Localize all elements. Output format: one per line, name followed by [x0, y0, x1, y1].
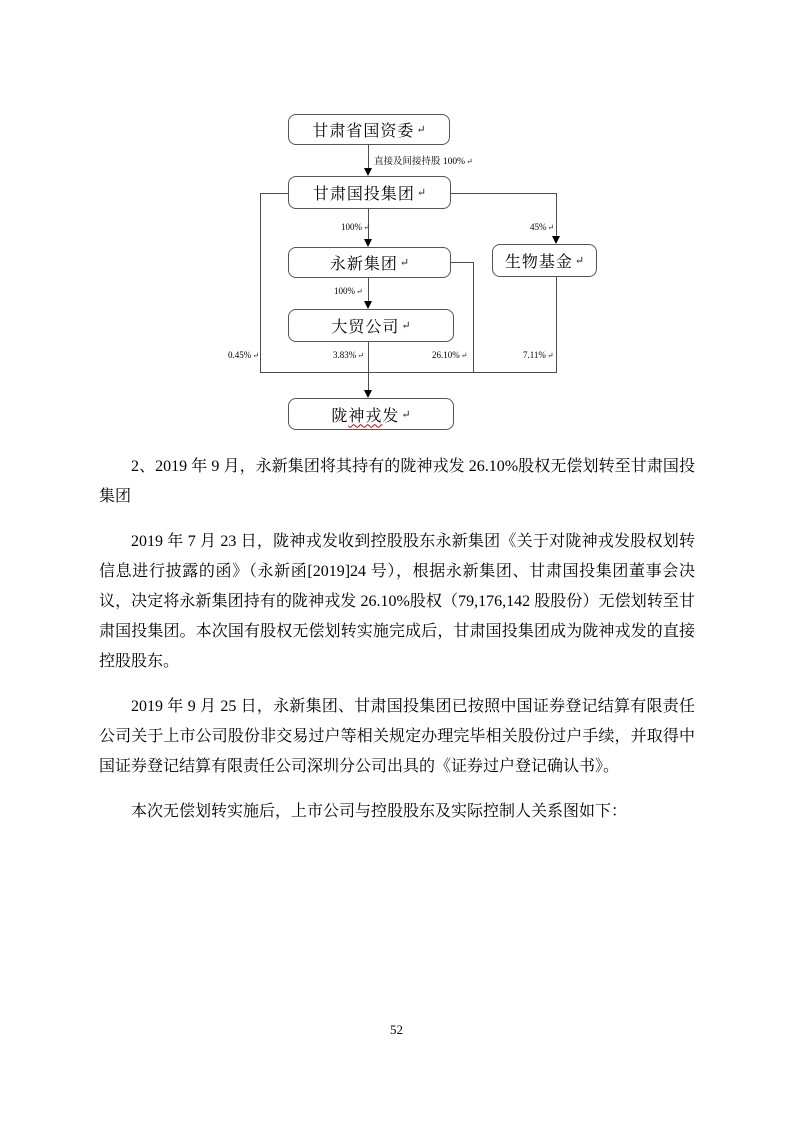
return-mark-icon: ↵: [460, 351, 468, 360]
return-mark-icon: ↵: [401, 408, 411, 421]
node-label: 永新集团: [329, 256, 398, 273]
return-mark-icon: ↵: [416, 187, 427, 199]
arrowhead-icon: [364, 239, 372, 247]
edge-label-100pct-yongxin-damao: 100%↵: [334, 286, 363, 296]
return-mark-icon: ↵: [356, 287, 363, 296]
node-label: 甘肃国投集团: [312, 186, 415, 203]
arrowhead-icon: [364, 168, 372, 176]
node-label: 甘肃省国资委: [312, 123, 415, 140]
edge-label-2610pct: 26.10%↵: [432, 350, 468, 360]
return-mark-icon: ↵: [357, 351, 364, 360]
node-label: [331, 403, 399, 426]
node-gansu-sasac: [288, 114, 450, 145]
spellcheck-wavy-underline: 神戎: [348, 407, 383, 425]
paragraph-registration: 2019 年 9 月 25 日，永新集团、甘肃国投集团已按照中国证券登记结算有限责任公司关于上市公司股份非交易过户等相关规定办理完毕相关股份过户手续，并取得中国证券登记结算有限责任公司深圳分公司出具的《证券过户登记确认书》。: [99, 698, 695, 775]
connector-bus-line: [260, 372, 557, 373]
edge-label-direct-indirect-holding: 直接及间接持股 100%↵: [374, 157, 473, 167]
connector-bio-down-v: [556, 277, 557, 372]
connector-gov-to-group: [368, 145, 369, 169]
connector-group-to-bio-h: [451, 193, 556, 194]
edge-label-100pct-group-yongxin: 100%↵: [341, 222, 370, 232]
node-damao-company: [288, 309, 454, 342]
node-gansu-guotou-group: [288, 176, 451, 209]
return-mark-icon: ↵: [574, 255, 585, 267]
node-bio-fund: [492, 244, 597, 277]
paragraph-relationship-intro: 本次无偿划转实施后，上市公司与控股股东及实际控制人关系图如下：: [131, 803, 628, 820]
edge-label-711pct: 7.11%↵: [523, 350, 554, 360]
body-text: [99, 452, 695, 842]
edge-label-045pct: 0.45%↵: [228, 350, 259, 360]
node-label-part: 陇: [331, 407, 349, 425]
ownership-structure-diagram: [0, 0, 793, 445]
return-mark-icon: ↵: [399, 257, 410, 269]
edge-label-383pct: 3.83%↵: [333, 350, 364, 360]
connector-group-to-bio-v: [556, 193, 557, 237]
node-longshen-rongfa: [288, 398, 454, 430]
return-mark-icon: ↵: [546, 351, 554, 360]
node-yongxin-group: [288, 247, 451, 278]
return-mark-icon: ↵: [363, 223, 370, 232]
connector-yongxin-to-damao: [368, 278, 369, 302]
paragraph-section-heading: 2、2019 年 9 月，永新集团将其持有的陇神戎发 26.10%股权无偿划转至甘肃国投集团: [99, 458, 695, 505]
arrowhead-icon: [364, 390, 372, 398]
paragraph-transfer-decision: 2019 年 7 月 23 日，陇神戎发收到控股股东永新集团《关于对陇神戎发股权划转信息进行披露的函》（永新函[2019]24 号），根据永新集团、甘肃国投集团董事会决议，决定将永新集团持有的陇神戎发 26.10%股权（79,176,142 股股份）无偿划转至甘肃国投集团。本次国有股权无偿划转实施完成后，甘肃国投集团成为陇神戎发的直接控股股东。: [99, 533, 695, 670]
return-mark-icon: ↵: [252, 351, 259, 360]
node-label-part: 发: [382, 407, 400, 425]
arrowhead-icon: [364, 301, 372, 309]
return-mark-icon: ↵: [547, 223, 555, 232]
connector-group-left-v: [260, 193, 261, 372]
arrowhead-icon: [552, 236, 560, 244]
edge-label-45pct: 45%↵: [530, 222, 555, 232]
return-mark-icon: ↵: [416, 124, 426, 136]
page-number: 52: [390, 1022, 403, 1037]
connector-yongxin-right-v: [473, 262, 474, 372]
node-label: 生物基金: [504, 254, 573, 271]
return-mark-icon: ↵: [466, 157, 473, 166]
connector-damao-to-longshen: [368, 342, 369, 391]
return-mark-icon: ↵: [401, 320, 411, 332]
node-label: 大贸公司: [331, 319, 400, 336]
connector-group-left-h: [260, 193, 288, 194]
connector-yongxin-right-h: [451, 262, 473, 263]
